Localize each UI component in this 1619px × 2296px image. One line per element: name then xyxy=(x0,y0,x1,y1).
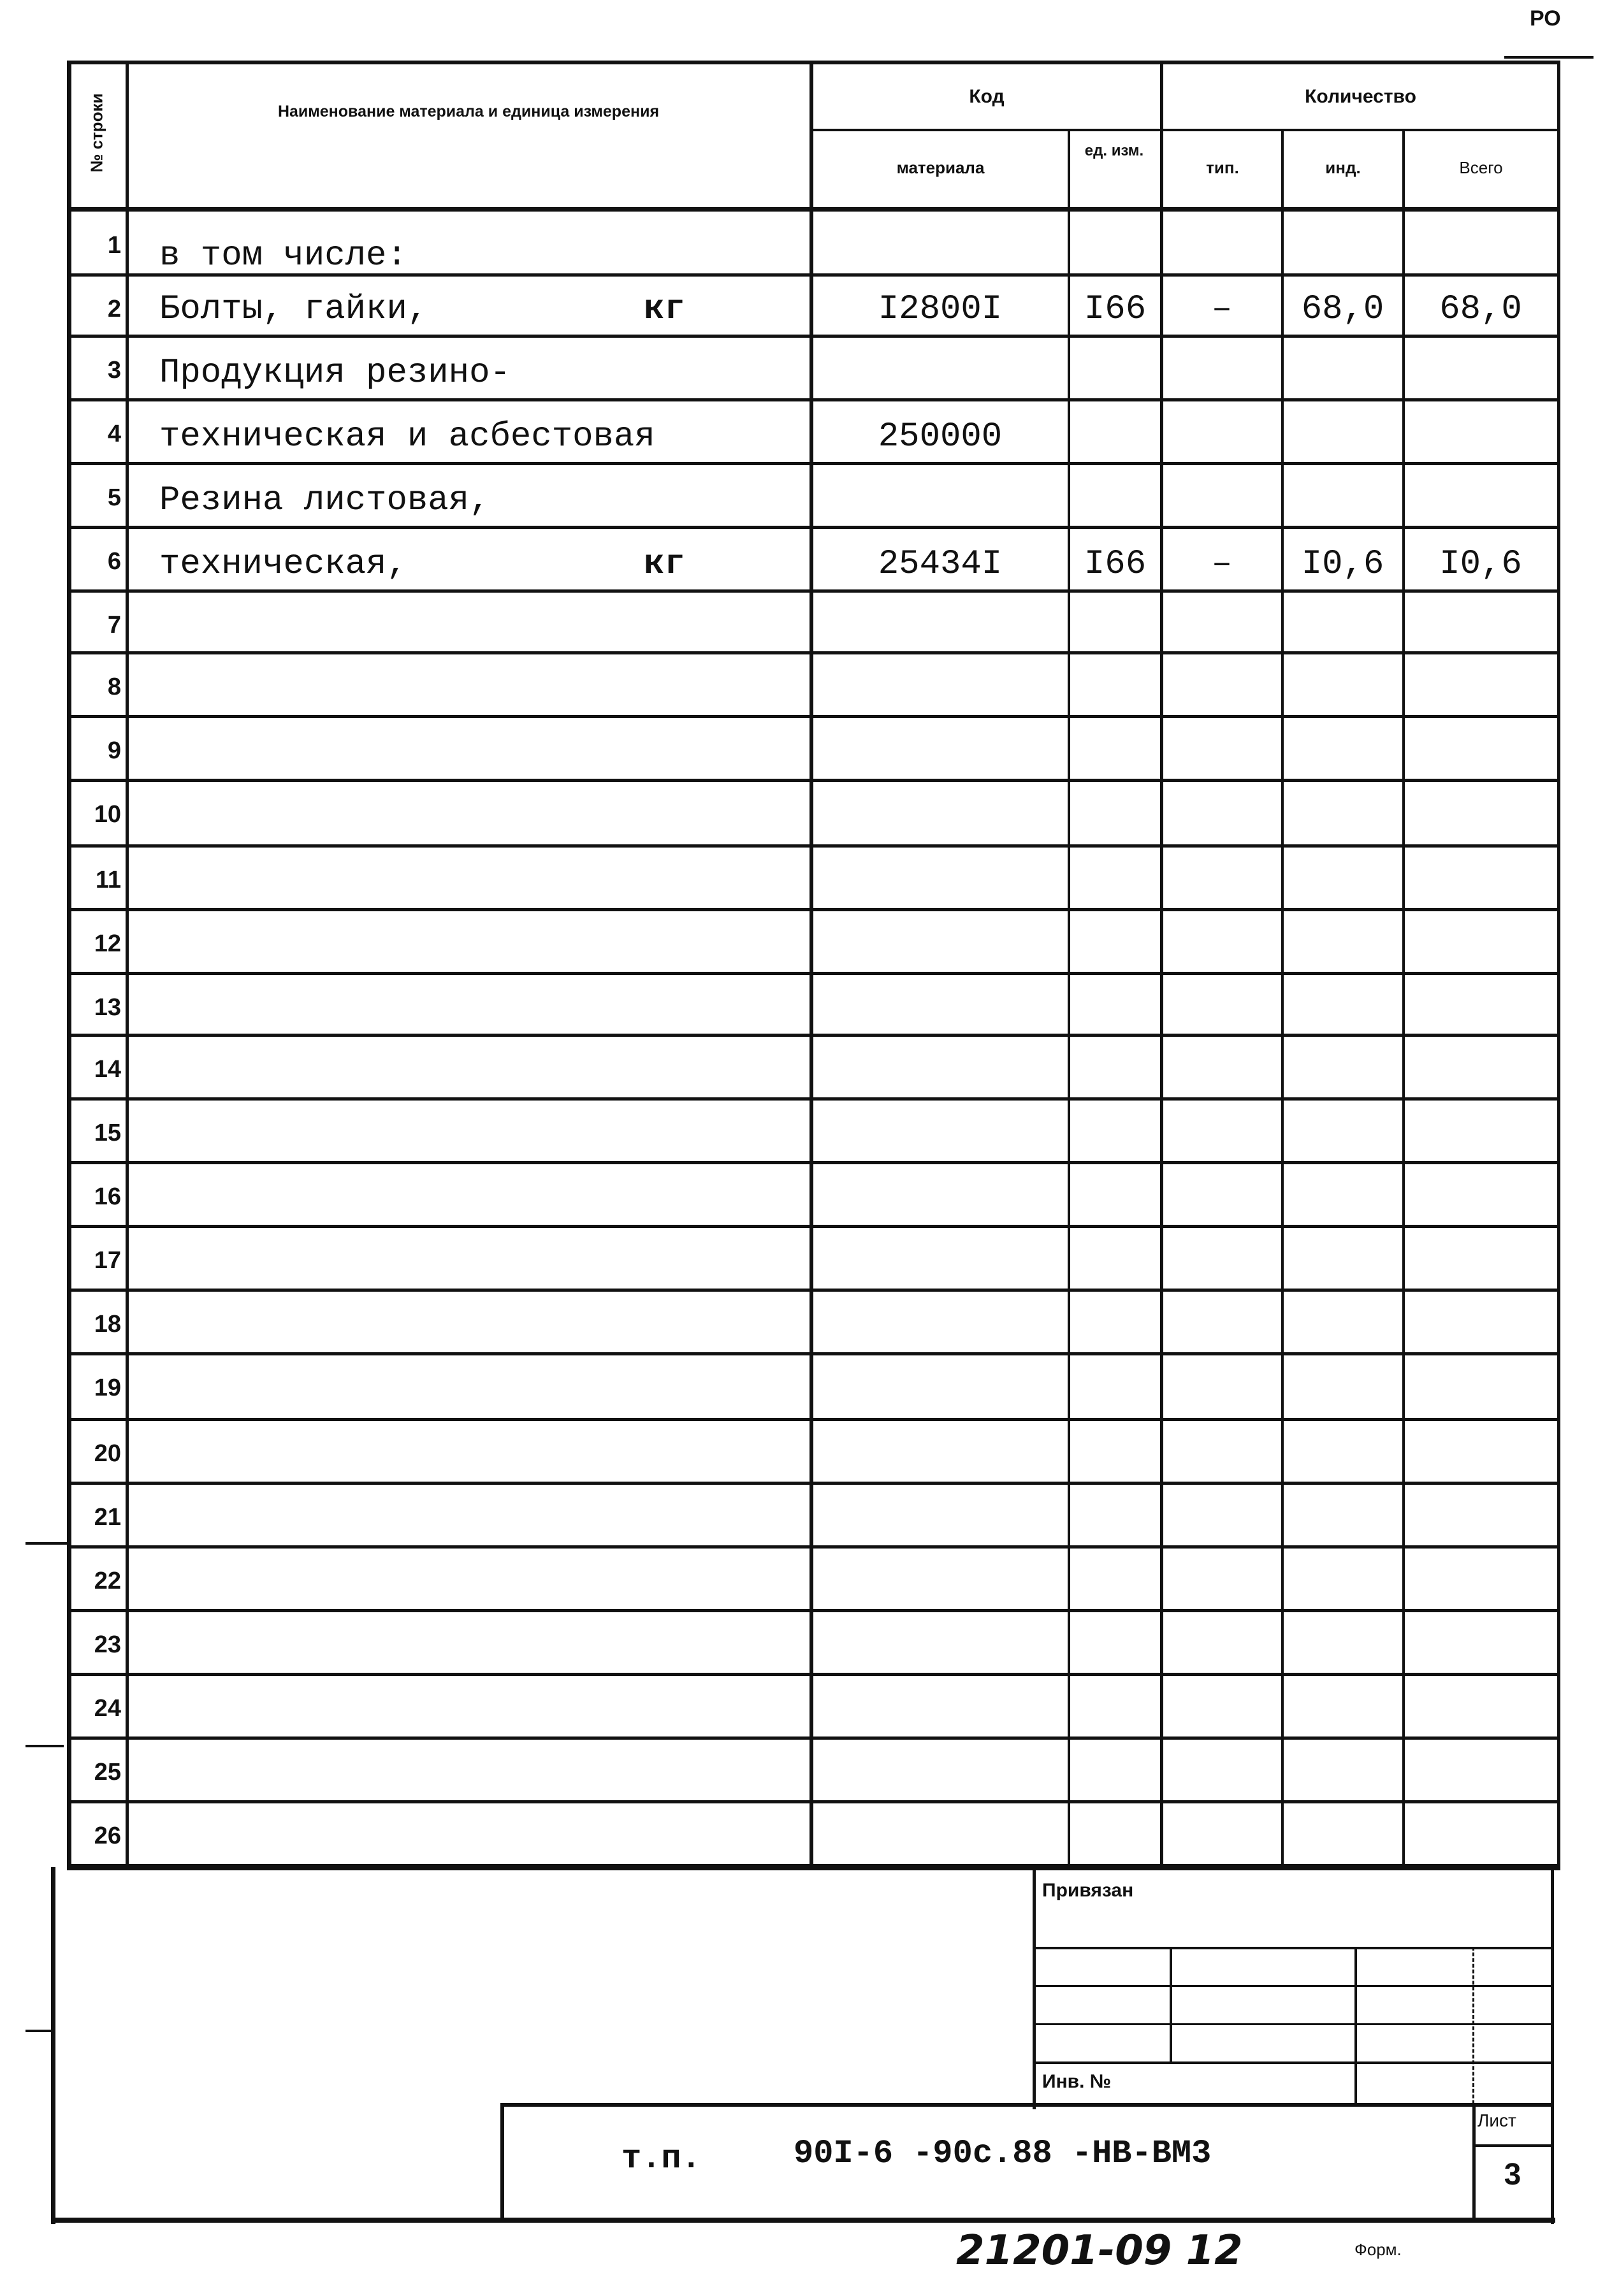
code-unit-header: ед. изм. xyxy=(1084,142,1144,159)
handwritten-archive-number: 21201-09 12 xyxy=(956,2227,1243,2274)
row-separator xyxy=(67,715,1560,718)
row-number: 19 xyxy=(94,1375,121,1401)
row-number: 3 xyxy=(107,357,121,384)
qty-total-header: Всего xyxy=(1459,158,1503,177)
qty-total: 68,0 xyxy=(1439,290,1522,329)
row-number: 12 xyxy=(94,930,121,957)
quantity-group-header: Количество xyxy=(1305,86,1416,107)
row-separator xyxy=(67,972,1560,975)
row-number: 25 xyxy=(94,1759,121,1786)
designation-frame-left xyxy=(500,2103,504,2221)
rownum-divider xyxy=(126,61,129,1870)
sheet-border-bottom xyxy=(51,2218,1555,2223)
sheet-border-right xyxy=(1551,1867,1554,2224)
unit-code: I66 xyxy=(1084,545,1147,584)
tb-vertical-2 xyxy=(1170,1947,1172,2061)
row-number: 1 xyxy=(107,232,121,259)
row-number: 13 xyxy=(94,994,121,1021)
unit-suffix: кг xyxy=(644,545,685,584)
code-group-header: Код xyxy=(969,86,1005,107)
sheet-cell-divider xyxy=(1472,2103,1476,2221)
row-number: 26 xyxy=(94,1823,121,1849)
unit-suffix: кг xyxy=(644,290,685,329)
material-name: Продукция резино- xyxy=(159,354,511,393)
row-number: 18 xyxy=(94,1311,121,1338)
row-number: 9 xyxy=(107,737,121,764)
row-number: 7 xyxy=(107,612,121,639)
qty-total: I0,6 xyxy=(1439,545,1522,584)
format-label: Форм. xyxy=(1354,2240,1402,2259)
row-separator xyxy=(67,398,1560,401)
material-name: техническая и асбестовая xyxy=(159,417,655,456)
material-name: Болты, гайки, xyxy=(159,290,428,329)
document-designation: 90I-6 -90с.88 -НВ-ВМ3 xyxy=(794,2135,1212,2172)
row-separator xyxy=(67,1418,1560,1421)
row-separator xyxy=(67,589,1560,593)
row-separator xyxy=(67,1864,1560,1867)
material-name: в том числе: xyxy=(159,236,407,275)
qty-ind-header: инд. xyxy=(1325,158,1361,177)
code-qty-divider xyxy=(1160,61,1163,1870)
row-separator xyxy=(67,779,1560,782)
header-subdivider xyxy=(810,129,1560,131)
row-number: 10 xyxy=(94,801,121,828)
row-separator xyxy=(67,1609,1560,1612)
table-border-right xyxy=(1557,61,1560,1870)
row-separator xyxy=(67,1800,1560,1803)
table-border-top xyxy=(67,61,1560,64)
row-separator xyxy=(67,1352,1560,1355)
qty-ind: 68,0 xyxy=(1301,290,1384,329)
row-number: 21 xyxy=(94,1504,121,1531)
row-number: 4 xyxy=(107,421,121,447)
qty-typ: – xyxy=(1211,545,1233,584)
tp-label: т.п. xyxy=(621,2140,701,2177)
qty-ind: I0,6 xyxy=(1301,545,1384,584)
row-separator xyxy=(67,651,1560,654)
material-code: 25434I xyxy=(878,545,1003,584)
row-number: 16 xyxy=(94,1183,121,1210)
margin-tick-3 xyxy=(25,2030,54,2032)
header-bottom xyxy=(67,207,1560,212)
row-separator xyxy=(67,1736,1560,1740)
row-number: 8 xyxy=(107,674,121,700)
row-separator xyxy=(67,1097,1560,1101)
inventory-label: Инв. № xyxy=(1042,2071,1112,2092)
qty-typ-header: тип. xyxy=(1206,158,1239,177)
margin-tick-2 xyxy=(25,1745,64,1747)
row-separator xyxy=(67,1289,1560,1292)
sheet-label: Лист xyxy=(1477,2111,1516,2130)
row-separator xyxy=(67,1225,1560,1228)
material-code: I2800I xyxy=(878,290,1003,329)
material-name: Резина листовая, xyxy=(159,481,490,520)
corner-mark: РО xyxy=(1530,6,1561,31)
row-number: 14 xyxy=(94,1056,121,1083)
row-separator xyxy=(67,1161,1560,1164)
sheet-border-left xyxy=(51,1867,55,2224)
row-number: 6 xyxy=(107,548,121,575)
material-code: 250000 xyxy=(878,417,1003,456)
row-number: 17 xyxy=(94,1247,121,1274)
row-separator xyxy=(67,844,1560,848)
row-separator xyxy=(67,335,1560,338)
table-border-left xyxy=(67,61,71,1870)
sheet-number: 3 xyxy=(1504,2158,1521,2191)
row-separator xyxy=(67,526,1560,529)
row-number: 2 xyxy=(107,296,121,322)
row-number: 24 xyxy=(94,1695,121,1722)
unit-code: I66 xyxy=(1084,290,1147,329)
qty-typ: – xyxy=(1211,290,1233,329)
name-divider xyxy=(810,61,813,1870)
name-column-header: Наименование материала и единица измерения xyxy=(277,103,660,120)
row-number: 23 xyxy=(94,1631,121,1658)
row-separator xyxy=(67,908,1560,911)
row-separator xyxy=(67,1673,1560,1676)
margin-tick-1 xyxy=(25,1542,70,1545)
corner-rule xyxy=(1504,56,1594,59)
tb-vertical-1 xyxy=(1033,1870,1036,2109)
row-separator xyxy=(67,462,1560,465)
row-separator xyxy=(67,1545,1560,1549)
row-number-header: № строки xyxy=(87,93,106,173)
row-separator xyxy=(67,1034,1560,1037)
sheet-cell-line xyxy=(1472,2144,1554,2147)
code-material-header: материала xyxy=(896,158,985,177)
bound-label: Привязан xyxy=(1042,1880,1134,1901)
row-number: 11 xyxy=(95,867,121,893)
tb-vertical-3 xyxy=(1354,1947,1357,2106)
material-name: техническая, xyxy=(159,545,407,584)
row-number: 15 xyxy=(94,1120,121,1146)
designation-frame-top xyxy=(500,2103,1554,2107)
row-separator xyxy=(67,1482,1560,1485)
row-number: 22 xyxy=(94,1568,121,1594)
row-number: 20 xyxy=(94,1440,121,1467)
row-number: 5 xyxy=(107,484,121,511)
